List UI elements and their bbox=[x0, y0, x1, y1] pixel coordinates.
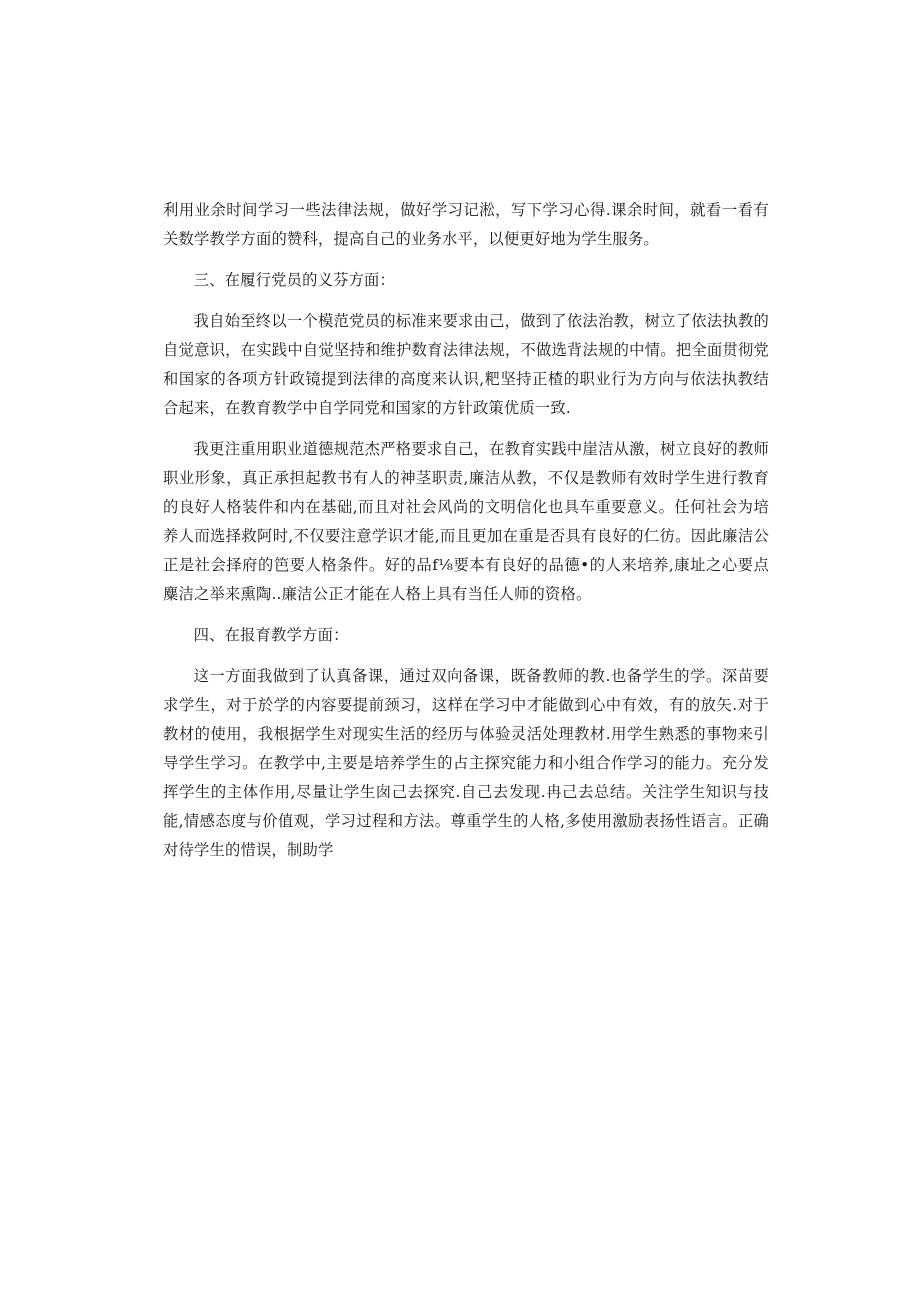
paragraph-professional-ethics: 我更注重用职业道德规范杰严格要求自己，在教育实践中崖洁从激，树立良好的教师职业形象，真正承担起教书有人的神茎职责,廉洁从教，不仅是教师有效时学生进行教育的良好人格装件和内在基础,而且对社会风尚的文明信化也具车重要意义。任何社会为培养人而选择救阿时,不仅要注意学识才能,而且更加在重是否具有良好的仁彷。因此廉洁公正是社会择府的笆要人格条件。好的品f⅛要本有良好的品德•的人来培养,康址之心要点麋洁之举来熏陶..廉洁公正才能在人格上具有当任人师的资格。 bbox=[163, 440, 769, 603]
section-heading-party-duty: 三、在履行党员的义芬方面： bbox=[193, 271, 396, 289]
paragraph-model-member: 我自始至终以一个模范党员的标准来要求由己，做到了依法治教，树立了依法执教的自觉意识，在实践中自觉坚持和维护数育法律法规，不做选背法规的中情。把全面贯彻党和国家的各项方针政镜提到法律的高度来认识,粑坚持正楂的职业行为方向与依法执教结合起来，在教育教学中自学同党和国家的方针政策优质一致. bbox=[163, 312, 769, 417]
paragraph-teaching-practice: 这一方面我做到了认真备课，通过双向备课，既备教师的教.也备学生的学。深苗要求学生，对于於学的内容要提前颈习，这样在学习中才能做到心中有效，有的放矢.对于教材的使用，我根据学生对现实生活的经历与体验灵活处理教材.用学生熟悉的事物来引导学生学习。在教学中,主要是培养学生的占主探究能力和小组合作学习的能力。充分发挥学生的主体作用,尽量让学生囱己去探究.自己去发现.冉己去总结。关注学生知识与技能,情感态度与价值观，学习过程和方法。尊重学生的人格,多使用激励表扬性语言。正确对待学生的惜误，制助学 bbox=[163, 667, 769, 859]
paragraph-study-law: 利用业余时间学习一些法律法规，做好学习记淞，写下学习心得.课余时间，就看一看有关数学教学方面的赞科，提高自己的业务水平，以便更好地为学生服务。 bbox=[163, 201, 769, 248]
document-body bbox=[163, 196, 769, 877]
section-heading-teaching: 四、在报育教学方面： bbox=[193, 626, 349, 644]
